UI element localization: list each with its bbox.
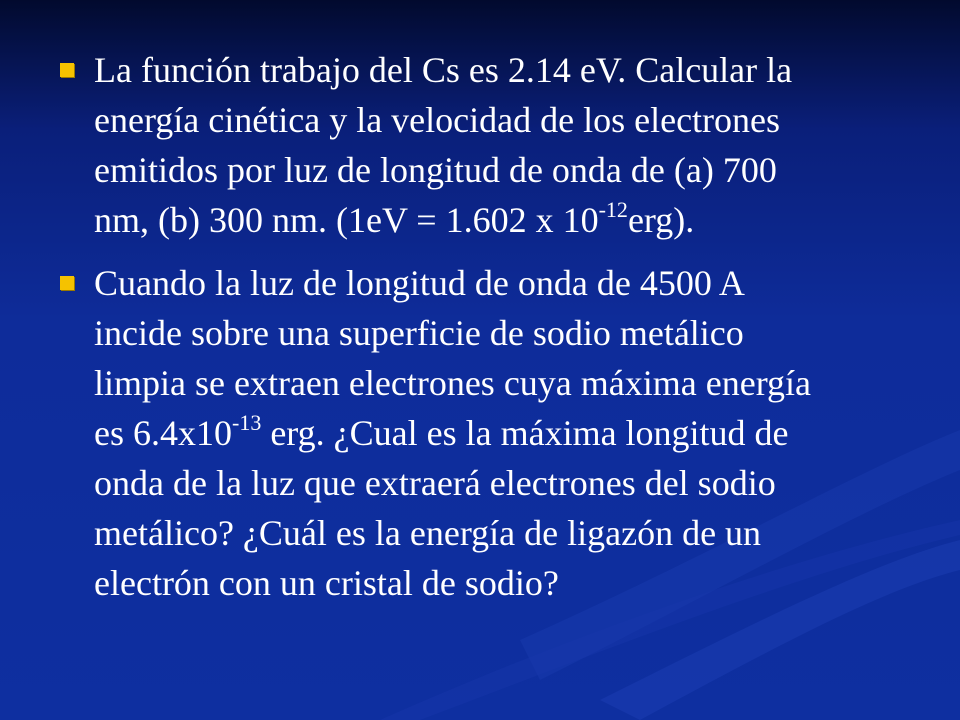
square-bullet-icon <box>60 63 74 77</box>
text-line: incide sobre una superficie de sodio metálico <box>94 313 744 353</box>
text-line: metálico? ¿Cuál es la energía de ligazón de un <box>94 513 762 553</box>
text-line-with-superscript: es $6.4x10^{-13}$ erg. ¿Cual es la máxima longitud de <box>94 410 789 453</box>
text-line: energía cinética y la velocidad de los electrones <box>94 100 781 140</box>
square-bullet-icon <box>60 276 74 290</box>
bullet-item-sodium-photoelectric <box>94 258 914 608</box>
text-line-with-superscript: nm, (b) 300 nm. (1eV = 1.602 x $10^{-12}erg$). <box>94 197 695 240</box>
exponent: -12 <box>598 197 628 222</box>
bullet-item-cs-work-function <box>94 45 914 245</box>
exponent: -13 <box>232 410 262 435</box>
text-line: emitidos por luz de longitud de onda de (a) 700 <box>94 150 777 190</box>
text-line: onda de la luz que extraerá electrones del sodio <box>94 463 776 503</box>
text-line: Cuando la luz de longitud de onda de 4500 A <box>94 263 745 303</box>
text-line: electrón con un cristal de sodio? <box>94 563 559 603</box>
text-line: La función trabajo del Cs es 2.14 eV. Calcular la <box>94 50 793 90</box>
text-line: limpia se extraen electrones cuya máxima energía <box>94 363 812 403</box>
